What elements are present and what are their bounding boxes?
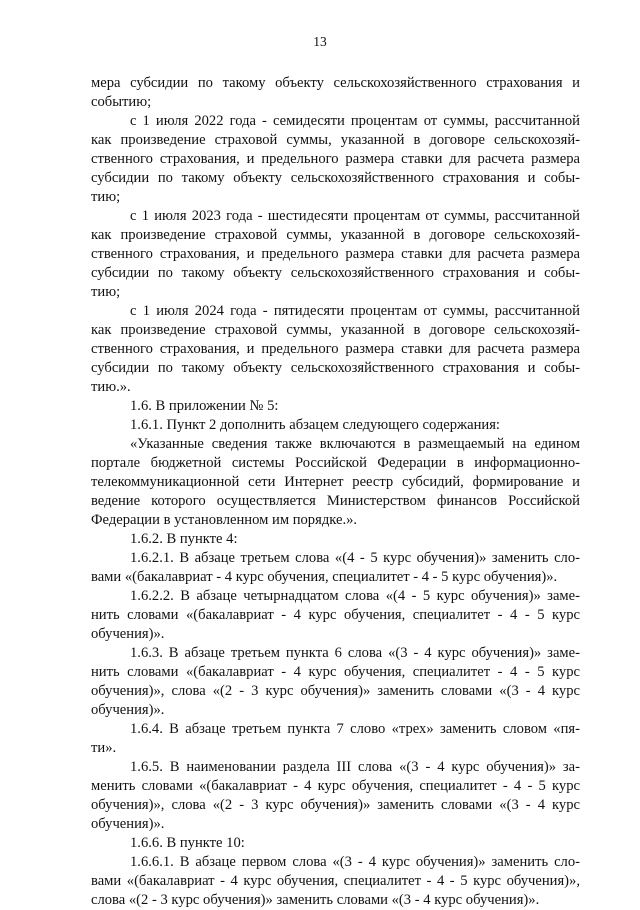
text-line: менить словами «(бакалавриат - 4 курс обучения, специалитет - 4 - 5 курс bbox=[91, 778, 580, 794]
text-line: портале бюджетной системы Российской Федерации в информационно- bbox=[91, 455, 580, 471]
text-line: с 1 июля 2024 года - пятидесяти процентам от суммы, рассчитанной bbox=[130, 303, 580, 319]
text-line: как произведение страховой суммы, указанной в договоре сельскохозяй- bbox=[91, 322, 580, 338]
text-line: тию; bbox=[91, 189, 121, 205]
text-line: вами «(бакалавриат - 4 курс обучения, специалитет - 4 - 5 курс обучения)». bbox=[91, 569, 558, 585]
text-line: обучения)», слова «(2 - 3 курс обучения)» заменить словами «(3 - 4 курс bbox=[91, 797, 580, 813]
text-line: обучения)». bbox=[91, 816, 165, 832]
text-line: с 1 июля 2022 года - семидесяти процентам от суммы, рассчитанной bbox=[130, 113, 580, 129]
document-body bbox=[91, 74, 580, 910]
text-line: нить словами «(бакалавриат - 4 курс обучения, специалитет - 4 - 5 курс bbox=[91, 607, 580, 623]
text-line: 1.6.6. В пункте 10: bbox=[130, 835, 245, 851]
text-line: обучения)», слова «(2 - 3 курс обучения)» заменить словами «(3 - 4 курс bbox=[91, 683, 580, 699]
text-line: тию.». bbox=[91, 379, 131, 395]
text-line: субсидии по такому объекту сельскохозяйственного страхования и собы- bbox=[91, 265, 580, 281]
text-line: нить словами «(бакалавриат - 4 курс обучения, специалитет - 4 - 5 курс bbox=[91, 664, 580, 680]
text-line: как произведение страховой суммы, указанной в договоре сельскохозяй- bbox=[91, 132, 580, 148]
text-line: ти». bbox=[91, 740, 117, 756]
text-line: ственного страхования, и предельного размера ставки для расчета размера bbox=[91, 246, 580, 262]
text-line: 1.6.6.1. В абзаце первом слова «(3 - 4 курс обучения)» заменить сло- bbox=[130, 854, 580, 870]
text-line: событию; bbox=[91, 94, 152, 110]
text-line: 1.6.1. Пункт 2 дополнить абзацем следующего содержания: bbox=[130, 417, 500, 433]
text-line: ведение которого осуществляется Министерством финансов Российской bbox=[91, 493, 580, 509]
text-line: субсидии по такому объекту сельскохозяйственного страхования и собы- bbox=[91, 360, 580, 376]
text-line: с 1 июля 2023 года - шестидесяти процентам от суммы, рассчитанной bbox=[130, 208, 580, 224]
text-line: Федерации в установленном им порядке.». bbox=[91, 512, 358, 528]
page-number: 13 bbox=[313, 34, 327, 49]
text-line: тию; bbox=[91, 284, 121, 300]
text-line: обучения)». bbox=[91, 702, 165, 718]
text-line: 1.6.4. В абзаце третьем пункта 7 слово «трех» заменить словом «пя- bbox=[130, 721, 580, 737]
text-line: ственного страхования, и предельного размера ставки для расчета размера bbox=[91, 151, 580, 167]
text-line: 1.6.3. В абзаце третьем пункта 6 слова «(3 - 4 курс обучения)» заме- bbox=[130, 645, 580, 661]
text-line: телекоммуникационной сети Интернет реестр субсидий, формирование и bbox=[91, 474, 580, 490]
text-line: 1.6. В приложении № 5: bbox=[130, 398, 279, 414]
text-line: обучения)». bbox=[91, 626, 165, 642]
text-line: вами «(бакалавриат - 4 курс обучения, специалитет - 4 - 5 курс обучения)», bbox=[91, 873, 580, 889]
text-line: 1.6.2.1. В абзаце третьем слова «(4 - 5 курс обучения)» заменить сло- bbox=[130, 550, 580, 566]
text-line: субсидии по такому объекту сельскохозяйственного страхования и собы- bbox=[91, 170, 580, 186]
text-line: как произведение страховой суммы, указанной в договоре сельскохозяй- bbox=[91, 227, 580, 243]
text-line: слова «(2 - 3 курс обучения)» заменить словами «(3 - 4 курс обучения)». bbox=[91, 892, 540, 908]
text-line: 1.6.2. В пункте 4: bbox=[130, 531, 238, 547]
text-line: мера субсидии по такому объекту сельскохозяйственного страхования и bbox=[91, 75, 580, 91]
text-line: «Указанные сведения также включаются в размещаемый на едином bbox=[130, 436, 580, 452]
text-line: ственного страхования, и предельного размера ставки для расчета размера bbox=[91, 341, 580, 357]
text-line: 1.6.2.2. В абзаце четырнадцатом слова «(4 - 5 курс обучения)» заме- bbox=[130, 588, 580, 604]
text-line: 1.6.5. В наименовании раздела III слова «(3 - 4 курс обучения)» за- bbox=[130, 759, 580, 775]
